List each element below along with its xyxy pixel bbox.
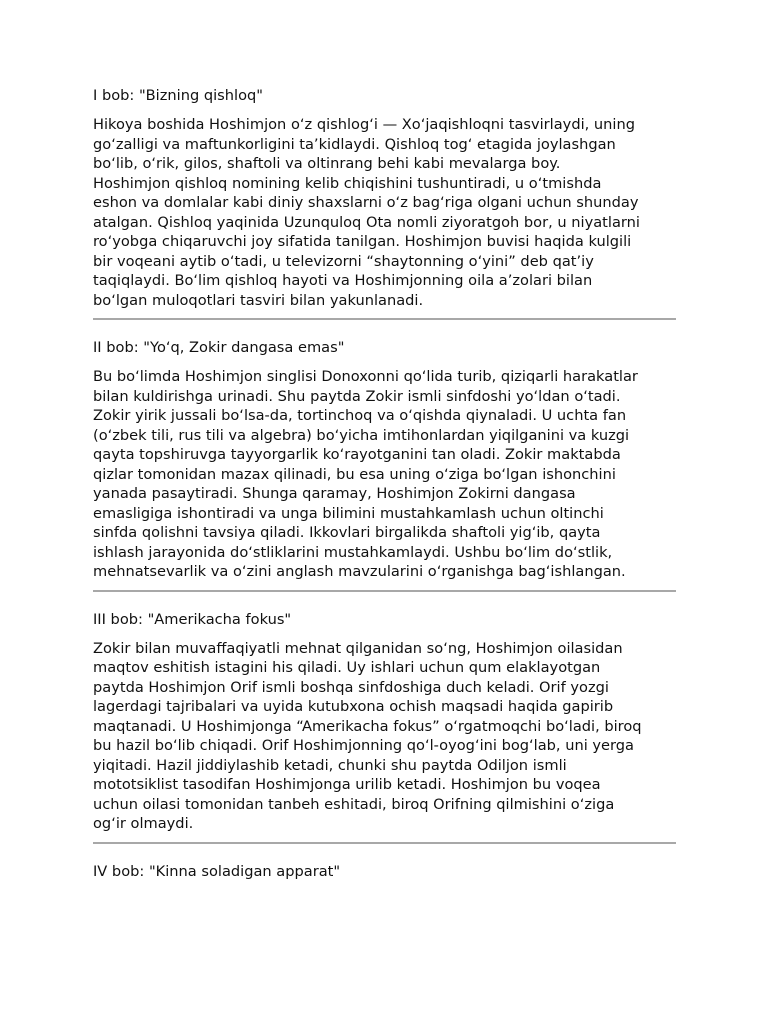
chapter-body: Zokir bilan muvaffaqiyatli mehnat qilganidan so‘ng, Hoshimjon oilasidan maqtov eshitish istagini his qiladi. Uy ishlari uchun qum elaklayotgan paytda Hoshimjon Orif ismli boshqa sinfdoshiga duch keladi. Orif yozgi lagerdagi tajribalari va uyida kutubxona ochish maqsadi haqida gapirib maqtanadi. U Hoshimjonga “Amerikacha fokus” o‘rgatmoqchi bo‘ladi, biroq bu hazil bo‘lib chiqadi. Orif Hoshimjonning qo‘l-oyog‘ini bog‘lab, uni yerga yiqitadi. Hazil jiddiylashib ketadi, chunki shu paytda Odiljon ismli mototsiklist tasodifan Hoshimjonga urilib ketadi. Hoshimjon bu voqea uchun oilasi tomonidan tanbeh eshitadi, biroq Orifning qilmishini o‘ziga og‘ir olmaydi. [93,639,642,832]
chapter-4 [93,862,676,882]
chapter-divider [93,318,676,320]
chapter-title: II bob: "Yo‘q, Zokir dangasa emas" [93,339,345,356]
document-page [93,86,676,891]
chapter-1 [93,86,676,310]
chapter-divider [93,590,676,592]
chapter-2 [93,338,676,582]
chapter-3 [93,610,676,834]
chapter-body: Hikoya boshida Hoshimjon o‘z qishlog‘i — Xo‘jaqishloqni tasvirlaydi, uning go‘zalligi va maftunkorligini ta’kidlaydi. Qishloq tog‘ etagida joylashgan bo‘lib, o‘rik, gilos, shaftoli va oltinrang behi kabi mevalarga boy. Hoshimjon qishloq nomining kelib chiqishini tushuntiradi, u o‘tmishda eshon va domlalar kabi diniy shaxslarni o‘z bag‘riga olgani uchun shunday atalgan. Qishloq yaqinida Uzunquloq Ota nomli ziyoratgoh bor, u niyatlarni ro‘yobga chiqaruvchi joy sifatida tanilgan. Hoshimjon buvisi haqida kulgili bir voqeani aytib o‘tadi, u televizorni “shaytonning o‘yini” deb qat’iy taqiqlaydi. Bo‘lim qishloq hayoti va Hoshimjonning oila a’zolari bilan bo‘lgan muloqotlari tasviri bilan yakunlanadi. [93,116,640,309]
chapter-title: I bob: "Bizning qishloq" [93,87,263,104]
chapter-divider [93,842,676,844]
chapter-body: Bu bo‘limda Hoshimjon singlisi Donoxonni qo‘lida turib, qiziqarli harakatlar bilan kuldirishga urinadi. Shu paytda Zokir ismli sinfdoshi yo‘ldan o‘tadi. Zokir yirik jussali bo‘lsa-da, tortinchoq va o‘qishda qiynaladi. U uchta fan (o‘zbek tili, rus tili va algebra) bo‘yicha imtihonlardan yiqilganini va kuzgi qayta topshiruvga tayyorgarlik ko‘rayotganini tan oladi. Zokir maktabda qizlar tomonidan mazax qilinadi, bu esa uning o‘ziga bo‘lgan ishonchini yanada pasaytiradi. Shunga qaramay, Hoshimjon Zokirni dangasa emasligiga ishontiradi va unga bilimini mustahkamlash uchun oltinchi sinfda qolishni tavsiya qiladi. Ikkovlari birgalikda shaftoli yig‘ib, qayta ishlash jarayonida do‘stliklarini mustahkamlaydi. Ushbu bo‘lim do‘stlik, mehnatsevarlik va o‘zini anglash mavzularini o‘rganishga bag‘ishlangan. [93,368,638,580]
chapter-title: IV bob: "Kinna soladigan apparat" [93,862,341,880]
chapter-title: III bob: "Amerikacha fokus" [93,610,292,628]
